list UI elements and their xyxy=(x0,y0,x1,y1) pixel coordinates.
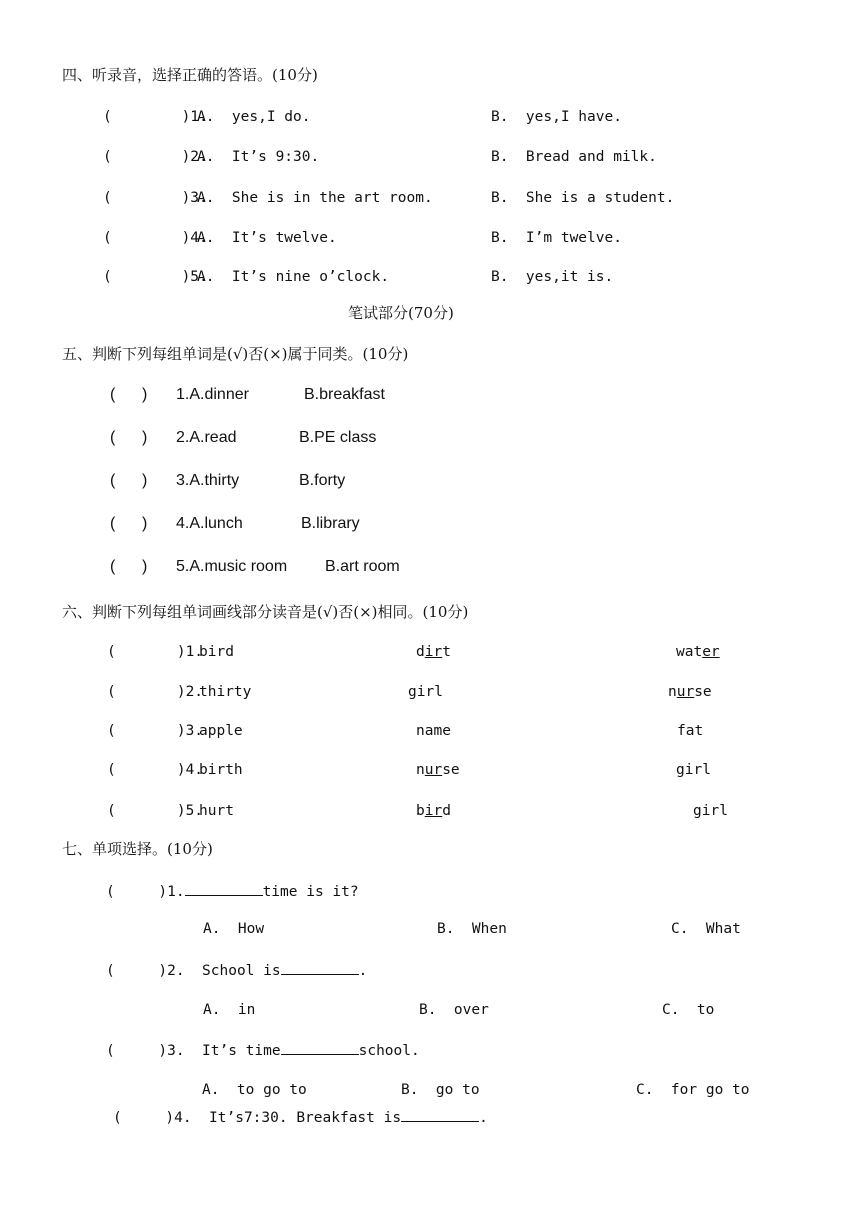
section7-title: 七、单项选择。(10分) xyxy=(62,840,213,858)
s7-q4-blank xyxy=(401,1107,479,1122)
s5-q4-word-a: 4.A.lunch xyxy=(176,515,243,532)
s6-q1-word-3: water xyxy=(676,644,720,660)
s6-q2-word-2: girl xyxy=(408,684,443,700)
s6-q5-number: ( )5. xyxy=(107,803,204,819)
s4-q2-option-a: A. It’s 9:30. xyxy=(197,149,320,165)
s4-q5-option-a: A. It’s nine o’clock. xyxy=(197,269,390,285)
s6-q3-word-1: apple xyxy=(199,723,243,739)
s7-q2-option-a: A. in xyxy=(203,1002,256,1018)
written-part-heading: 笔试部分(70分) xyxy=(348,304,454,322)
s5-q2-word-a: 2.A.read xyxy=(176,429,237,446)
s5-q3-word-b: B.forty xyxy=(299,472,346,489)
s6-q3-word-3: fat xyxy=(677,723,704,739)
s4-q3-option-a: A. She is in the art room. xyxy=(197,190,433,206)
s5-q3-bracket: ( ) xyxy=(110,472,148,489)
s4-q5-option-b: B. yes,it is. xyxy=(491,269,614,285)
s5-q5-bracket: ( ) xyxy=(110,558,148,575)
section6-title: 六、判断下列每组单词画线部分读音是(√)否(×)相同。(10分) xyxy=(62,603,469,621)
s6-q5-word-2: bird xyxy=(416,803,451,819)
s7-q2-option-b: B. over xyxy=(419,1002,489,1018)
s5-q5-word-a: 5.A.music room xyxy=(176,558,288,575)
s5-q4-word-b: B.library xyxy=(301,515,360,532)
s7-q1-option-c: C. What xyxy=(671,921,741,937)
s7-q2-stem: ( )2. School is . xyxy=(106,960,367,980)
s4-q4-option-b: B. I’m twelve. xyxy=(491,230,622,246)
s4-q1-option-a: A. yes,I do. xyxy=(197,109,311,125)
s7-q2-option-c: C. to xyxy=(662,1002,715,1018)
s4-q3-number: ( )3. xyxy=(103,190,208,206)
s6-q4-word-2: nurse xyxy=(416,762,460,778)
s6-q1-number: ( )1. xyxy=(107,644,204,660)
s6-q2-number: ( )2. xyxy=(107,684,204,700)
s4-q4-number: ( )4. xyxy=(103,230,208,246)
s5-q4-bracket: ( ) xyxy=(110,515,148,532)
s7-q3-option-a: A. to go to xyxy=(202,1082,307,1098)
s7-q2-blank xyxy=(281,960,359,975)
section4-title: 四、听录音，选择正确的答语。(10分) xyxy=(62,66,318,84)
s7-q3-blank xyxy=(281,1040,359,1055)
s6-q4-word-3: girl xyxy=(676,762,711,778)
s6-q3-number: ( )3. xyxy=(107,723,204,739)
s5-q1-word-a: 1.A.dinner xyxy=(176,386,249,403)
s5-q2-word-b: B.PE class xyxy=(299,429,377,446)
s4-q4-option-a: A. It’s twelve. xyxy=(197,230,337,246)
s7-q3-option-c: C. for go to xyxy=(636,1082,750,1098)
s6-q1-word-2: dirt xyxy=(416,644,451,660)
s4-q1-number: ( )1. xyxy=(103,109,208,125)
s7-q1-option-a: A. How xyxy=(203,921,265,937)
s6-q2-word-3: nurse xyxy=(668,684,712,700)
s6-q3-word-2: name xyxy=(416,723,451,739)
s7-q1-blank xyxy=(185,881,263,896)
s5-q3-word-a: 3.A.thirty xyxy=(176,472,240,489)
s4-q3-option-b: B. She is a student. xyxy=(491,190,675,206)
s6-q4-number: ( )4. xyxy=(107,762,204,778)
s7-q1-option-b: B. When xyxy=(437,921,507,937)
section5-title: 五、判断下列每组单词是(√)否(×)属于同类。(10分) xyxy=(62,345,409,363)
s5-q1-bracket: ( ) xyxy=(110,386,148,403)
s4-q5-number: ( )5. xyxy=(103,269,208,285)
s4-q2-number: ( )2. xyxy=(103,149,208,165)
s7-q4-stem: ( )4. It’s7:30. Breakfast is . xyxy=(113,1107,488,1127)
s7-q3-stem: ( )3. It’s time school. xyxy=(106,1040,420,1060)
s4-q2-option-b: B. Bread and milk. xyxy=(491,149,657,165)
s6-q1-word-1: bird xyxy=(199,644,234,660)
s5-q2-bracket: ( ) xyxy=(110,429,148,446)
s6-q4-word-1: birth xyxy=(199,762,243,778)
s7-q1-stem: ( )1. time is it? xyxy=(106,881,359,901)
s6-q2-word-1: thirty xyxy=(199,684,252,700)
s4-q1-option-b: B. yes,I have. xyxy=(491,109,622,125)
s6-q5-word-1: hurt xyxy=(199,803,234,819)
s5-q5-word-b: B.art room xyxy=(325,558,400,575)
s5-q1-word-b: B.breakfast xyxy=(304,386,385,403)
s7-q3-option-b: B. go to xyxy=(401,1082,480,1098)
s6-q5-word-3: girl xyxy=(693,803,728,819)
